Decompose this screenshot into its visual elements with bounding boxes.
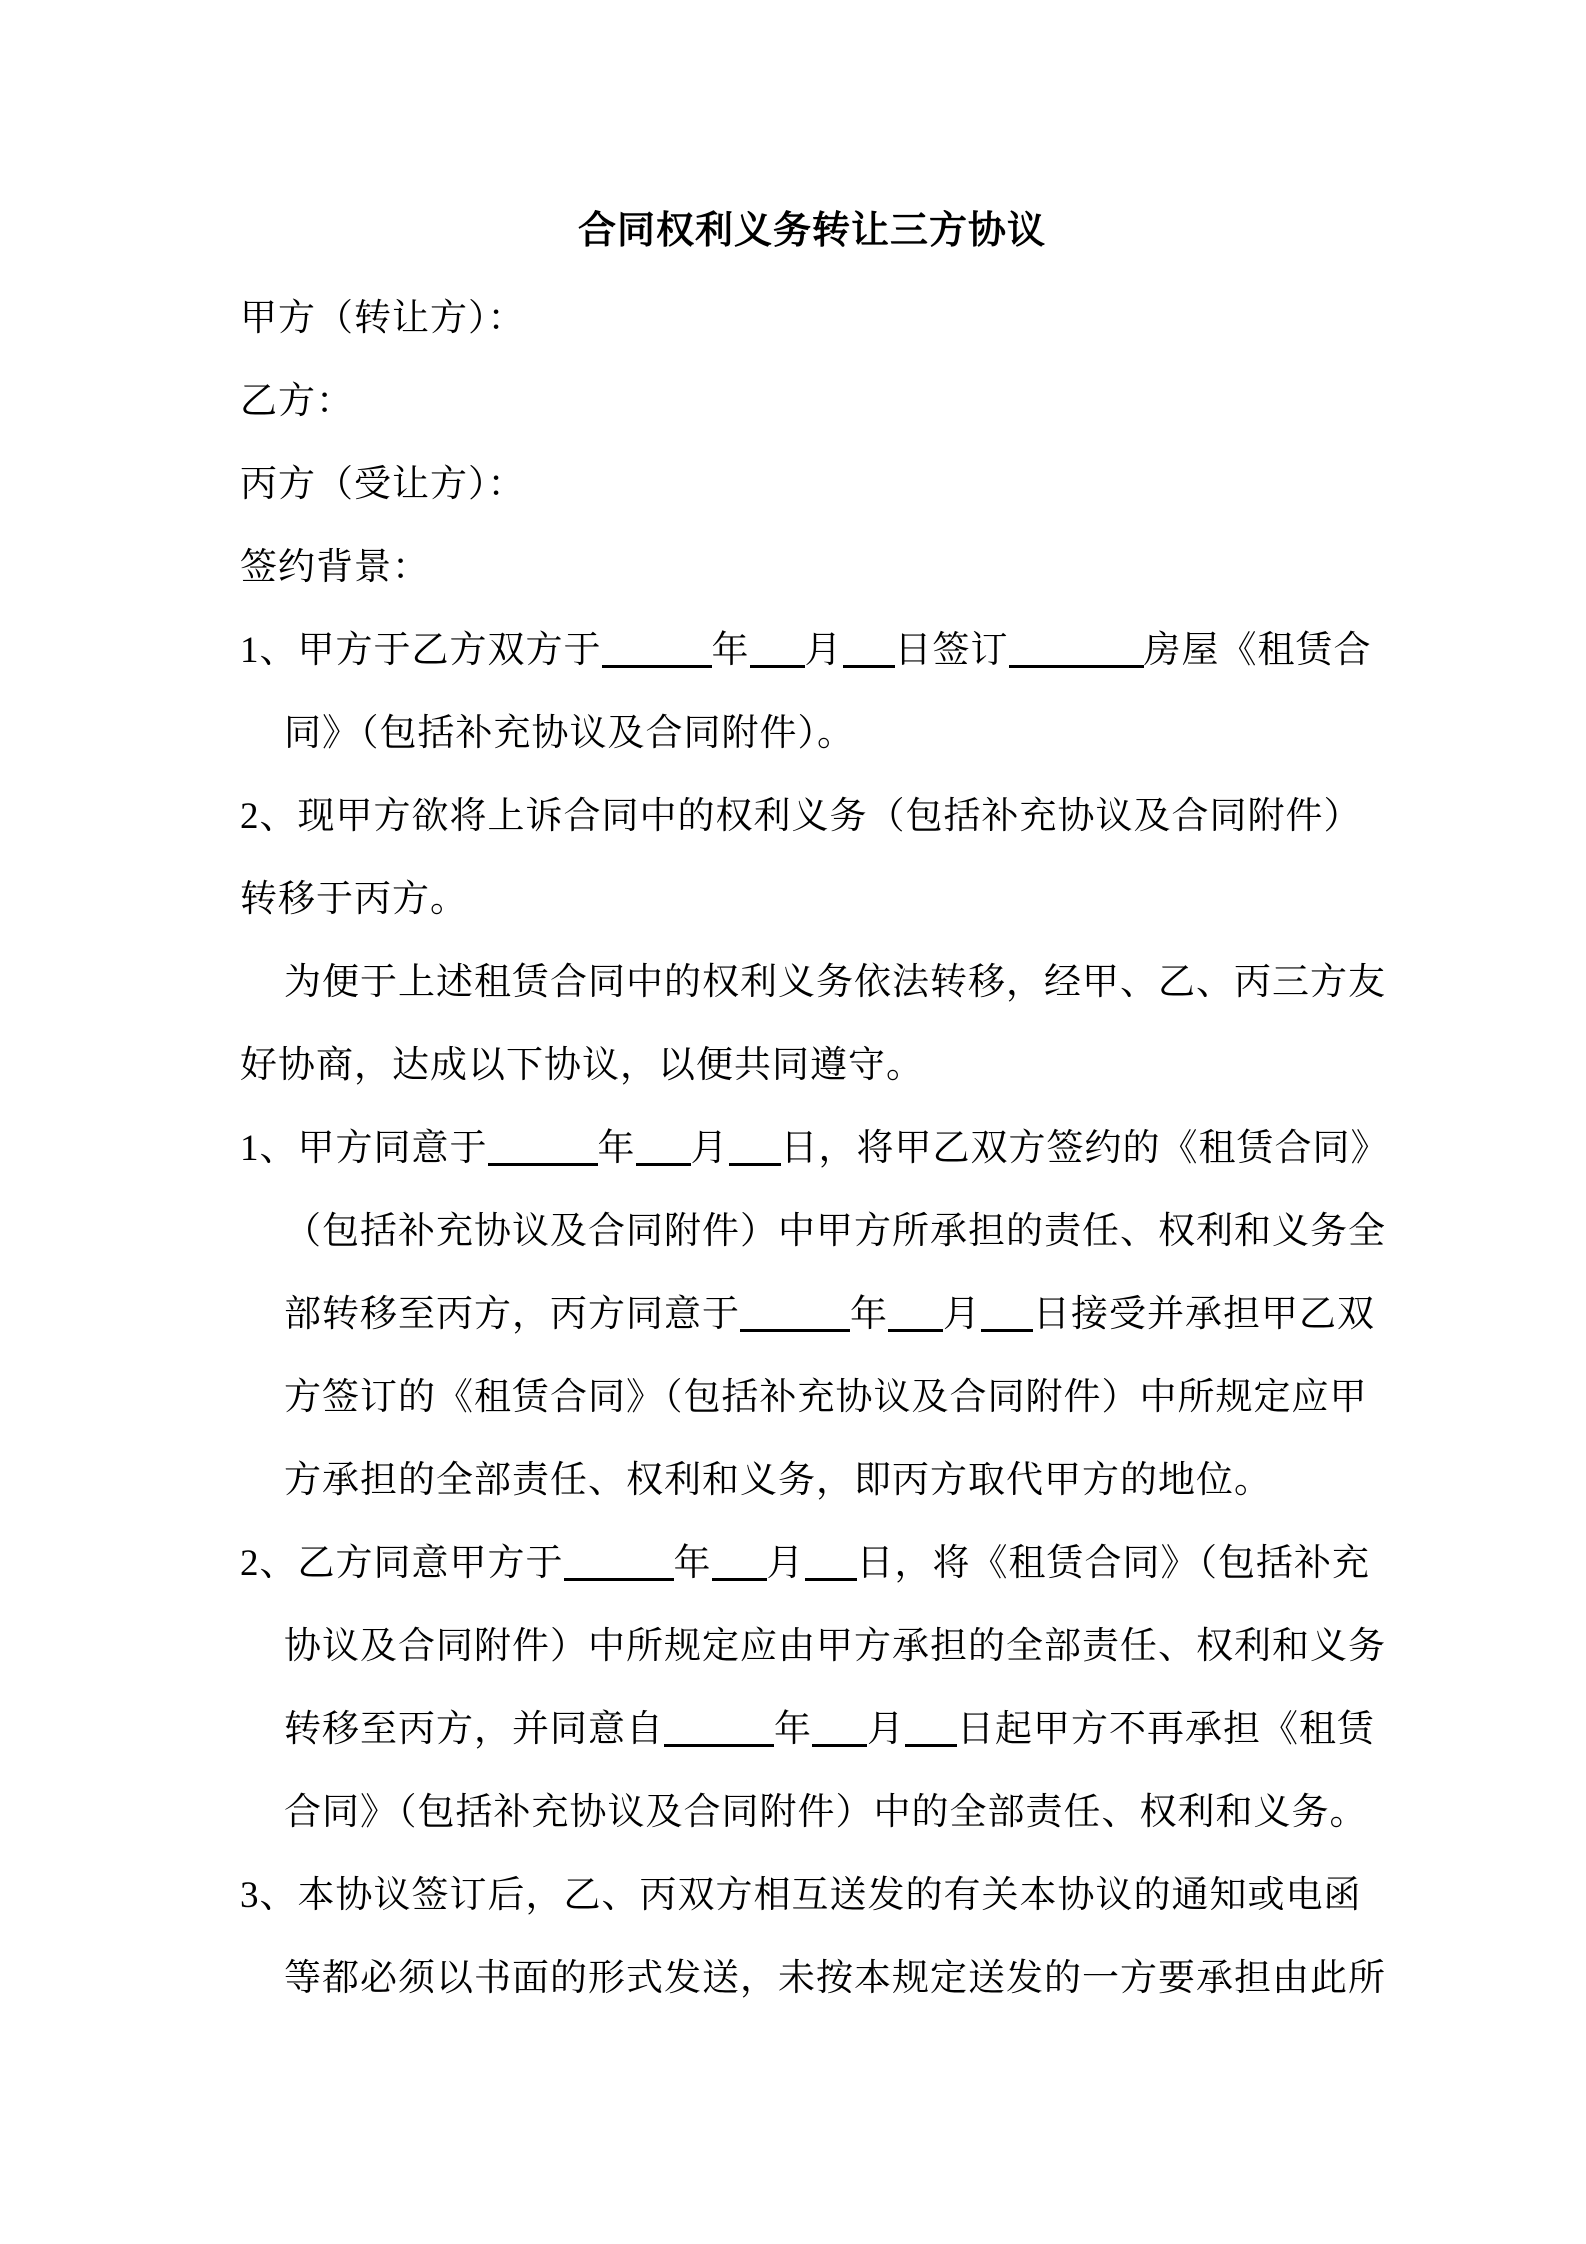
line-text: 月	[867, 1709, 905, 1750]
blank-underline	[905, 1714, 957, 1747]
text-line	[240, 1190, 1440, 1273]
line-text: 1、甲方于乙方双方于	[240, 630, 602, 671]
line-text: 年	[711, 630, 750, 671]
line-text: 月	[690, 1128, 729, 1169]
line-text: 为便于上述租赁合同中的权利义务依法转移，经甲、乙、丙三方友	[284, 962, 1386, 1003]
line-text: 合同》（包括补充协议及合同附件）中的全部责任、权利和义务。	[284, 1792, 1368, 1833]
line-text: 2、现甲方欲将上诉合同中的权利义务（包括补充协议及合同附件）	[240, 796, 1362, 837]
text-line	[240, 1273, 1440, 1356]
text-line	[240, 1024, 1440, 1107]
blank-underline	[740, 1299, 850, 1332]
text-line	[240, 858, 1440, 941]
line-text: 年	[597, 1128, 636, 1169]
line-text: 年	[850, 1294, 888, 1335]
text-line	[240, 1854, 1440, 1937]
blank-underline	[1009, 635, 1144, 668]
text-line	[240, 1107, 1440, 1190]
line-text: 好协商，达成以下协议，以便共同遵守。	[240, 1045, 924, 1086]
blank-underline	[664, 1714, 774, 1747]
document-title: 合同权利义务转让三方协议	[577, 210, 1046, 252]
line-text: 年	[673, 1543, 712, 1584]
line-text: 方签订的《租赁合同》（包括补充协议及合同附件）中所规定应甲	[284, 1377, 1368, 1418]
text-line	[240, 1439, 1440, 1522]
document-body	[240, 277, 1440, 2020]
blank-underline	[750, 635, 805, 668]
blank-underline	[636, 1133, 691, 1166]
blank-underline	[805, 1548, 857, 1581]
text-line	[240, 775, 1440, 858]
line-text: 3、本协议签订后，乙、丙双方相互送发的有关本协议的通知或电函	[240, 1875, 1362, 1916]
line-text: 转移至丙方，并同意自	[284, 1709, 664, 1750]
text-line	[240, 1771, 1440, 1854]
line-text: 2、乙方同意甲方于	[240, 1543, 564, 1584]
line-text: 日接受并承担甲乙双	[1033, 1294, 1375, 1335]
line-text: 月	[766, 1543, 805, 1584]
line-text: 日，将《租赁合同》（包括补充	[856, 1543, 1370, 1584]
blank-underline	[729, 1133, 781, 1166]
text-line	[240, 1522, 1440, 1605]
line-text: （包括补充协议及合同附件）中甲方所承担的责任、权利和义务全	[284, 1211, 1386, 1252]
text-line	[240, 1688, 1440, 1771]
line-text: 月	[943, 1294, 981, 1335]
text-line	[240, 526, 1440, 609]
blank-underline	[843, 635, 895, 668]
text-line	[240, 277, 1440, 360]
blank-underline	[488, 1133, 598, 1166]
text-line	[240, 360, 1440, 443]
line-text: 日起甲方不再承担《租赁	[957, 1709, 1375, 1750]
line-text: 甲方（转让方）：	[240, 298, 526, 339]
blank-underline	[981, 1299, 1033, 1332]
line-text: 方承担的全部责任、权利和义务，即丙方取代甲方的地位。	[284, 1460, 1272, 1501]
line-text: 1、甲方同意于	[240, 1128, 488, 1169]
line-text: 年	[774, 1709, 812, 1750]
text-line	[240, 941, 1440, 1024]
line-text: 签约背景：	[240, 547, 430, 588]
text-line	[240, 1356, 1440, 1439]
line-text: 部转移至丙方，丙方同意于	[284, 1294, 740, 1335]
text-line	[240, 1937, 1440, 2020]
line-text: 等都必须以书面的形式发送，未按本规定送发的一方要承担由此所	[284, 1958, 1386, 1999]
line-text: 转移于丙方。	[240, 879, 468, 920]
line-text: 房屋《租赁合	[1143, 630, 1372, 671]
line-text: 同》（包括补充协议及合同附件）。	[284, 713, 855, 754]
blank-underline	[602, 635, 712, 668]
line-text: 日，将甲乙双方签约的《租赁合同》	[780, 1128, 1389, 1169]
text-line	[240, 443, 1440, 526]
line-text: 日签订	[894, 630, 1009, 671]
blank-underline	[888, 1299, 943, 1332]
blank-underline	[812, 1714, 867, 1747]
line-text: 协议及合同附件）中所规定应由甲方承担的全部责任、权利和义务	[284, 1626, 1386, 1667]
text-line	[240, 692, 1440, 775]
blank-underline	[564, 1548, 674, 1581]
line-text: 月	[804, 630, 843, 671]
text-line	[240, 609, 1440, 692]
blank-underline	[712, 1548, 767, 1581]
text-line	[240, 1605, 1440, 1688]
line-text: 乙方：	[240, 381, 354, 422]
line-text: 丙方（受让方）：	[240, 464, 526, 505]
